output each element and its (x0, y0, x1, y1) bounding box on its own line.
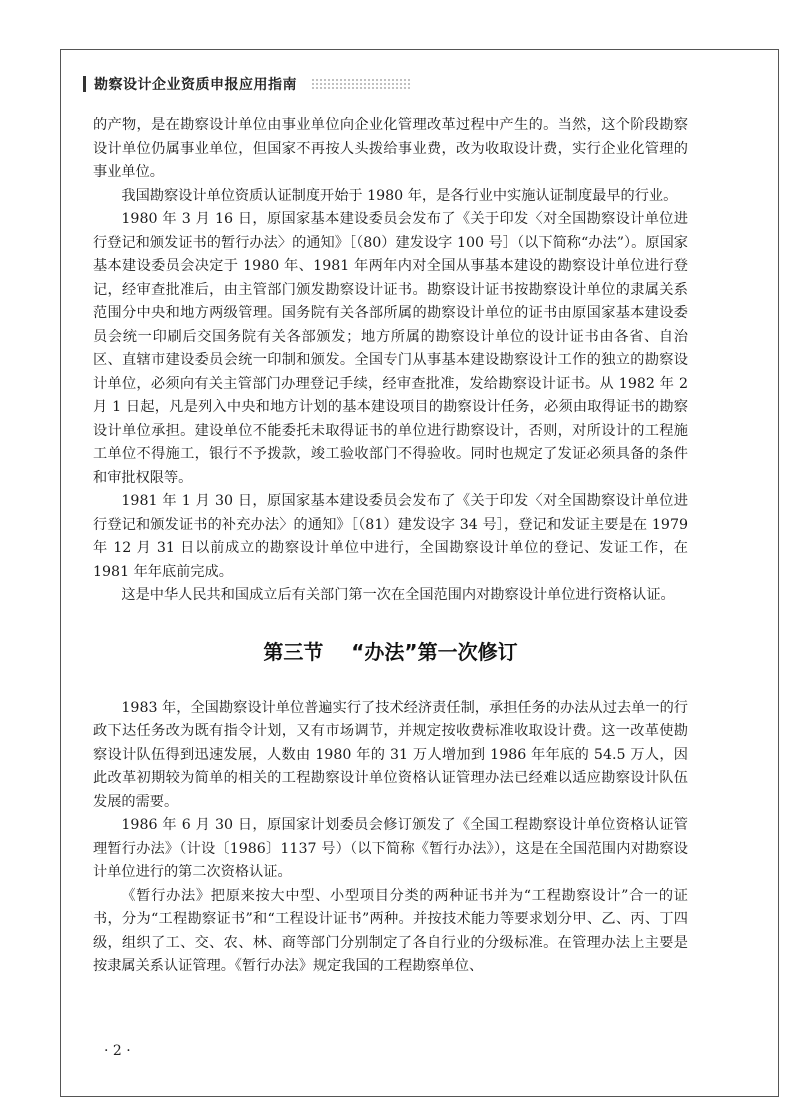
paragraph: 1983 年，全国勘察设计单位普遍实行了技术经济责任制，承担任务的办法从过去单一的行政下达任务改为既有指令计划，又有市场调节，并规定按收费标准收取设计费。这一改革使勘察设计队伍得到迅速发展，人数由 1980 年的 31 万人增加到 1986 年年底的 54.5 万人，因此改革初期较为简单的相关的工程勘察设计单位资格认证管理办法已经难以适应勘察设计队伍发展的需要。 (93, 699, 688, 810)
section-title-text: “办法”第一次修订 (351, 639, 518, 664)
paragraph: 1981 年 1 月 30 日，原国家基本建设委员会发布了《关于印发〈对全国勘察设计单位进行登记和颁发证书的补充办法〉的通知》［（81）建发设字 34 号］，登记和发证主要是在 1979 年 12 月 31 日以前成立的勘察设计单位中进行，全国勘察设计单位的登记、发证工作，在 1981 年年底前完成。 (93, 493, 688, 580)
paragraph-continued: 的产物，是在勘察设计单位由事业单位向企业化管理改革过程中产生的。当然，这个阶段勘察设计单位仍属事业单位，但国家不再按人头拨给事业费，改为收取设计费，实行企业化管理的事业单位。 (93, 117, 688, 180)
header-dot-pattern (311, 78, 411, 90)
section-heading (93, 638, 688, 666)
paragraph: 我国勘察设计单位资质认证制度开始于 1980 年，是各行业中实施认证制度最早的行业。 (121, 187, 678, 204)
page-number: · 2 · (104, 1043, 131, 1059)
paragraph: 1986 年 6 月 30 日，原国家计划委员会修订颁发了《全国工程勘察设计单位资格认证管理暂行办法》（计设〔1986〕1137 号）（以下简称《暂行办法》），这是在全国范围内对勘察设计单位进行的第二次资格认证。 (93, 817, 688, 880)
page-body (93, 114, 688, 979)
section-number: 第三节 (263, 639, 324, 664)
book-title: 勘察设计企业资质申报应用指南 (94, 77, 297, 93)
paragraph: 这是中华人民共和国成立后有关部门第一次在全国范围内对勘察设计单位进行资格认证。 (121, 587, 675, 603)
running-header (83, 74, 683, 94)
header-marker (83, 76, 86, 92)
paragraph: 1980 年 3 月 16 日，原国家基本建设委员会发布了《关于印发〈对全国勘察设计单位进行登记和颁发证书的暂行办法〉的通知》［（80）建发设字 100 号］（以下简称“办法”）。原国家基本建设委员会决定于 1980 年、1981 年两年内对全国从事基本建设的勘察设计单位进行登记，经审查批准后，由主管部门颁发勘察设计证书。勘察设计证书按勘察设计单位的隶属关系范围分中央和地方两级管理。国务院有关各部所属的勘察设计单位的证书由原国家基本建设委员会统一印刷后交国务院有关各部颁发；地方所属的勘察设计单位的设计证书由各省、自治区、直辖市建设委员会统一印制和颁发。全国专门从事基本建设勘察设计工作的独立的勘察设计单位，必须向有关主管部门办理登记手续，经审查批准，发给勘察设计证书。从 1982 年 2 月 1 日起，凡是列入中央和地方计划的基本建设项目的勘察设计任务，必须由取得证书的勘察设计单位承担。建设单位不能委托未取得证书的单位进行勘察设计，否则，对所设计的工程施工单位不得施工，银行不予拨款，竣工验收部门不得验收。同时也规定了发证必须具备的条件和审批权限等。 (93, 211, 688, 486)
paragraph: 《暂行办法》把原来按大中型、小型项目分类的两种证书并为“工程勘察设计”合一的证书，分为“工程勘察证书”和“工程设计证书”两种。并按技术能力等要求划分甲、乙、丙、丁四级，组织了工、交、农、林、商等部门分别制定了各自行业的分级标准。在管理办法上主要是按隶属关系认证管理。《暂行办法》规定我国的工程勘察单位、 (93, 887, 688, 974)
